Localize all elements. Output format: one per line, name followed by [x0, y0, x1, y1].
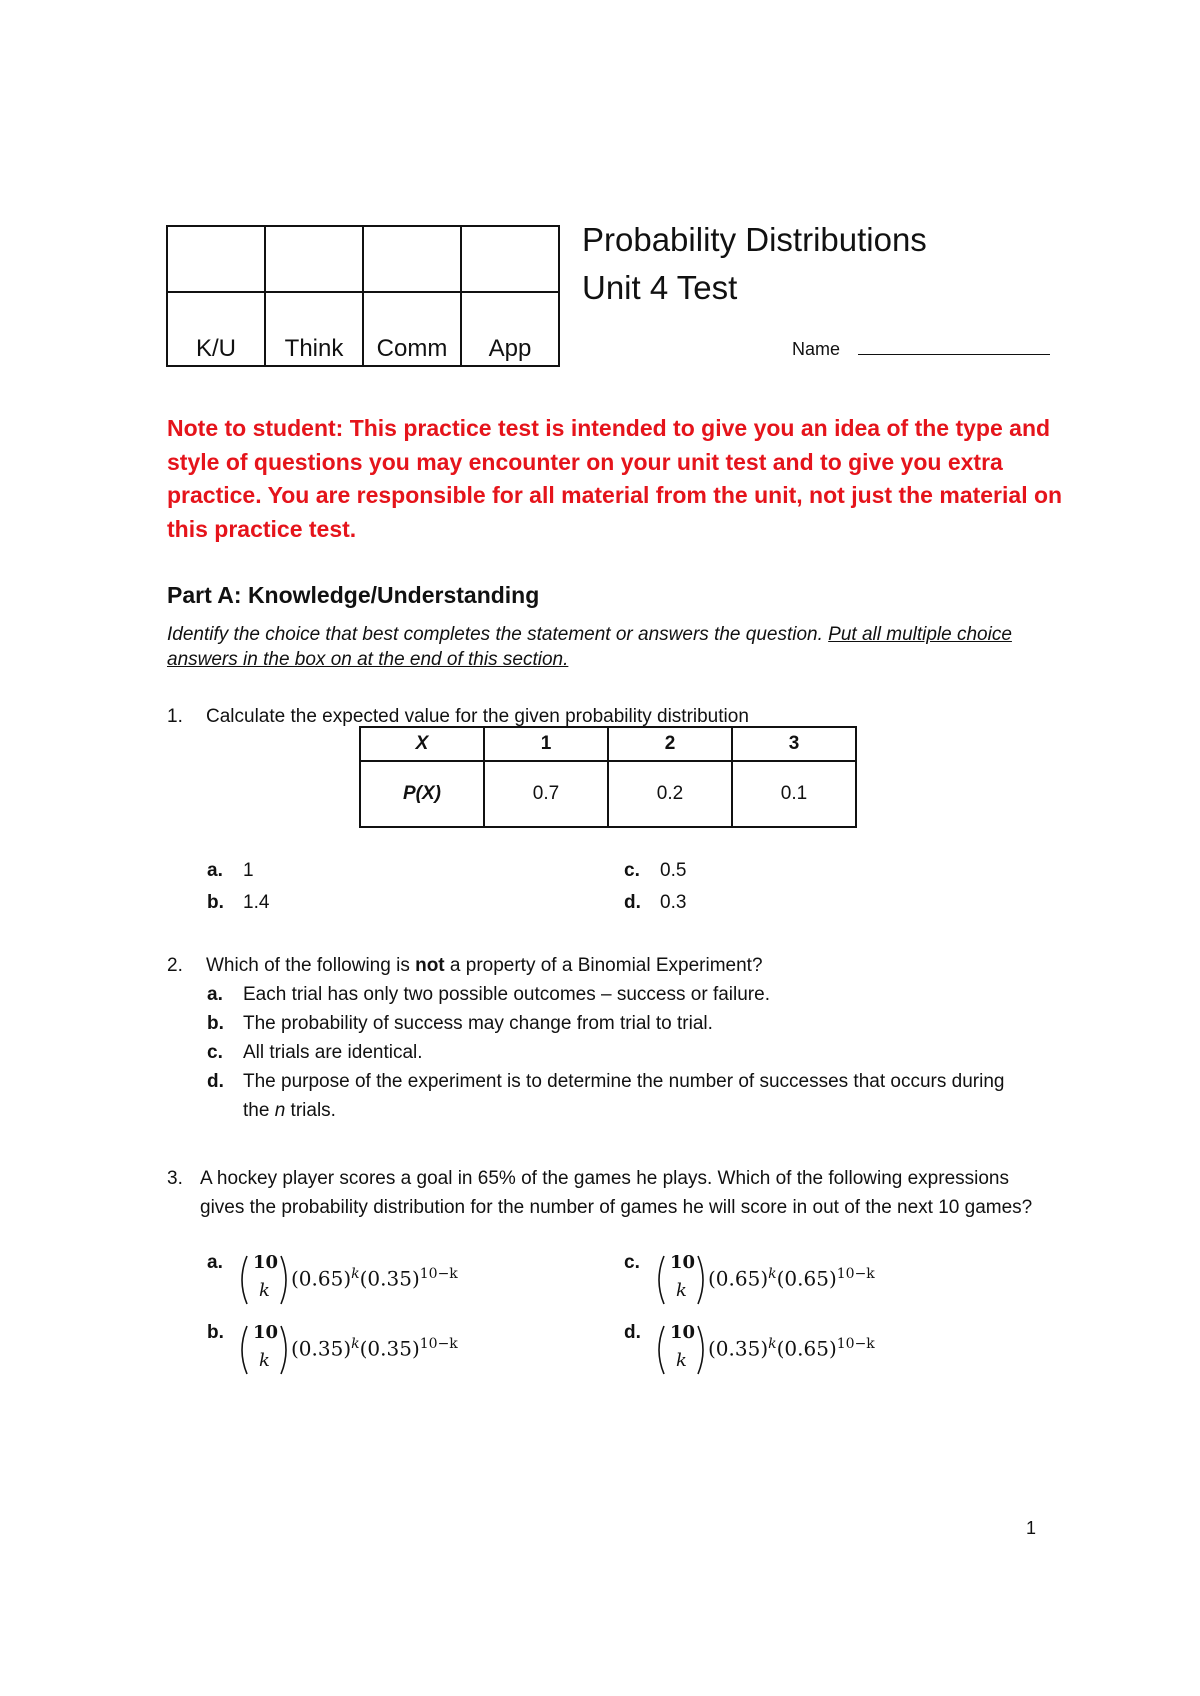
q3-text: A hockey player scores a goal in 65% of the games he plays. Which of the following expressions gives the probability distribution for the number of games he will score in out of the next 10 games?	[200, 1168, 1033, 1218]
q2-text-part: Which of the following is	[206, 955, 416, 976]
q1-option-c[interactable]	[624, 860, 686, 882]
base: (0.35)	[708, 1336, 769, 1361]
option-text: 1	[243, 860, 254, 881]
base: (0.65)	[708, 1266, 769, 1291]
binom-n: 10	[253, 1322, 279, 1343]
exponent: 10−k	[836, 1266, 875, 1282]
binom-k: k	[676, 1280, 687, 1301]
option-text-italic: n	[274, 1100, 286, 1121]
option-label: b.	[207, 1322, 224, 1343]
q1-option-a[interactable]	[207, 860, 254, 882]
q1-number: 1.	[167, 706, 183, 727]
table-value-1: 0.7	[484, 761, 608, 827]
option-text: trials.	[285, 1100, 336, 1121]
q1-option-b[interactable]	[207, 892, 269, 914]
exponent: k	[351, 1336, 360, 1352]
part-a-title: Part A: Knowledge/Understanding	[167, 582, 540, 608]
table-header-1: 1	[484, 727, 608, 761]
option-label: d.	[207, 1071, 224, 1092]
expression	[708, 1336, 875, 1361]
table-header-2: 2	[608, 727, 732, 761]
option-text: The probability of success may change from trial to trial.	[243, 1013, 713, 1034]
option-text: 0.5	[660, 860, 687, 881]
option-label: a.	[207, 860, 223, 881]
page-title	[582, 216, 927, 312]
option-label: a.	[207, 1252, 223, 1273]
option-text: 1.4	[243, 892, 270, 913]
q3-option-a[interactable]	[207, 1252, 567, 1312]
option-label: d.	[624, 1322, 641, 1343]
name-field-row	[792, 336, 1050, 360]
q2-option-c[interactable]	[207, 1038, 1007, 1067]
ku-mark-cell[interactable]	[167, 226, 265, 292]
think-mark-cell[interactable]	[265, 226, 363, 292]
binom-k: k	[676, 1350, 687, 1371]
expression	[291, 1336, 458, 1361]
exponent: 10−k	[419, 1336, 458, 1352]
option-label: b.	[207, 1013, 224, 1034]
q2-text-part: a property of a Binomial Experiment?	[444, 955, 763, 976]
table-value-2: 0.2	[608, 761, 732, 827]
name-field[interactable]	[858, 336, 1050, 355]
binom-n: 10	[253, 1252, 279, 1273]
ku-label: K/U	[167, 292, 265, 366]
table-row-label: P(X)	[360, 761, 484, 827]
instruction-underlined: Put all multiple choice answers in the box on at the end of this section.	[167, 624, 1012, 670]
binom-n: 10	[670, 1252, 696, 1273]
base: (0.65)	[776, 1266, 837, 1291]
table-value-3: 0.1	[732, 761, 856, 827]
marks-grid	[166, 225, 560, 367]
binom-n: 10	[670, 1322, 696, 1343]
part-a-instruction	[167, 622, 1027, 672]
title-line-1: Probability Distributions	[582, 221, 927, 258]
q1-text: Calculate the expected value for the given probability distribution	[206, 706, 749, 727]
title-line-2: Unit 4 Test	[582, 269, 738, 306]
comm-mark-cell[interactable]	[363, 226, 461, 292]
q2-text-bold: not	[415, 955, 445, 976]
option-text: All trials are identical.	[243, 1042, 423, 1063]
q3-number: 3.	[167, 1168, 183, 1189]
exponent: k	[768, 1336, 777, 1352]
exponent: k	[351, 1266, 360, 1282]
exponent: 10−k	[419, 1266, 458, 1282]
option-label: b.	[207, 892, 224, 913]
binomial-coefficient	[237, 1252, 291, 1308]
binomial-coefficient	[237, 1322, 291, 1378]
option-text: The purpose of the experiment is to determine the number of successes that occurs during the	[243, 1071, 1005, 1121]
q3-option-d[interactable]	[624, 1322, 984, 1382]
q1-option-d[interactable]	[624, 892, 686, 914]
base: (0.65)	[776, 1336, 837, 1361]
q2-text	[206, 951, 763, 980]
base: (0.35)	[291, 1336, 352, 1361]
page-number: 1	[1026, 1518, 1037, 1538]
option-label: d.	[624, 892, 641, 913]
option-label: c.	[624, 860, 640, 881]
option-text: 0.3	[660, 892, 687, 913]
q2-options	[207, 980, 1007, 1125]
probability-table	[359, 726, 857, 828]
q2-number: 2.	[167, 955, 183, 976]
base: (0.35)	[359, 1266, 420, 1291]
instruction-text: Identify the choice that best completes the statement or answers the question.	[167, 624, 829, 645]
table-header-3: 3	[732, 727, 856, 761]
option-label: a.	[207, 984, 223, 1005]
binomial-coefficient	[654, 1322, 708, 1378]
q3-option-b[interactable]	[207, 1322, 567, 1382]
app-mark-cell[interactable]	[461, 226, 559, 292]
exponent: k	[768, 1266, 777, 1282]
base: (0.65)	[291, 1266, 352, 1291]
binom-k: k	[259, 1280, 270, 1301]
expression	[291, 1266, 458, 1291]
q2-option-b[interactable]	[207, 1009, 1007, 1038]
q3-option-c[interactable]	[624, 1252, 984, 1312]
q2-option-d[interactable]	[207, 1067, 1007, 1125]
app-label: App	[461, 292, 559, 366]
comm-label: Comm	[363, 292, 461, 366]
think-label: Think	[265, 292, 363, 366]
table-header-x: X	[360, 727, 484, 761]
student-note: Note to student: This practice test is intended to give you an idea of the type and style of questions you may encounter on your unit test and to give you extra practice. You are responsible for all material from the unit, not just the material on this practice test.	[167, 415, 1063, 542]
binomial-coefficient	[654, 1252, 708, 1308]
option-text: Each trial has only two possible outcomes – success or failure.	[243, 984, 770, 1005]
exponent: 10−k	[836, 1336, 875, 1352]
base: (0.35)	[359, 1336, 420, 1361]
q2-option-a[interactable]	[207, 980, 1007, 1009]
option-label: c.	[207, 1042, 223, 1063]
option-label: c.	[624, 1252, 640, 1273]
name-label: Name	[792, 339, 841, 359]
expression	[708, 1266, 875, 1291]
binom-k: k	[259, 1350, 270, 1371]
